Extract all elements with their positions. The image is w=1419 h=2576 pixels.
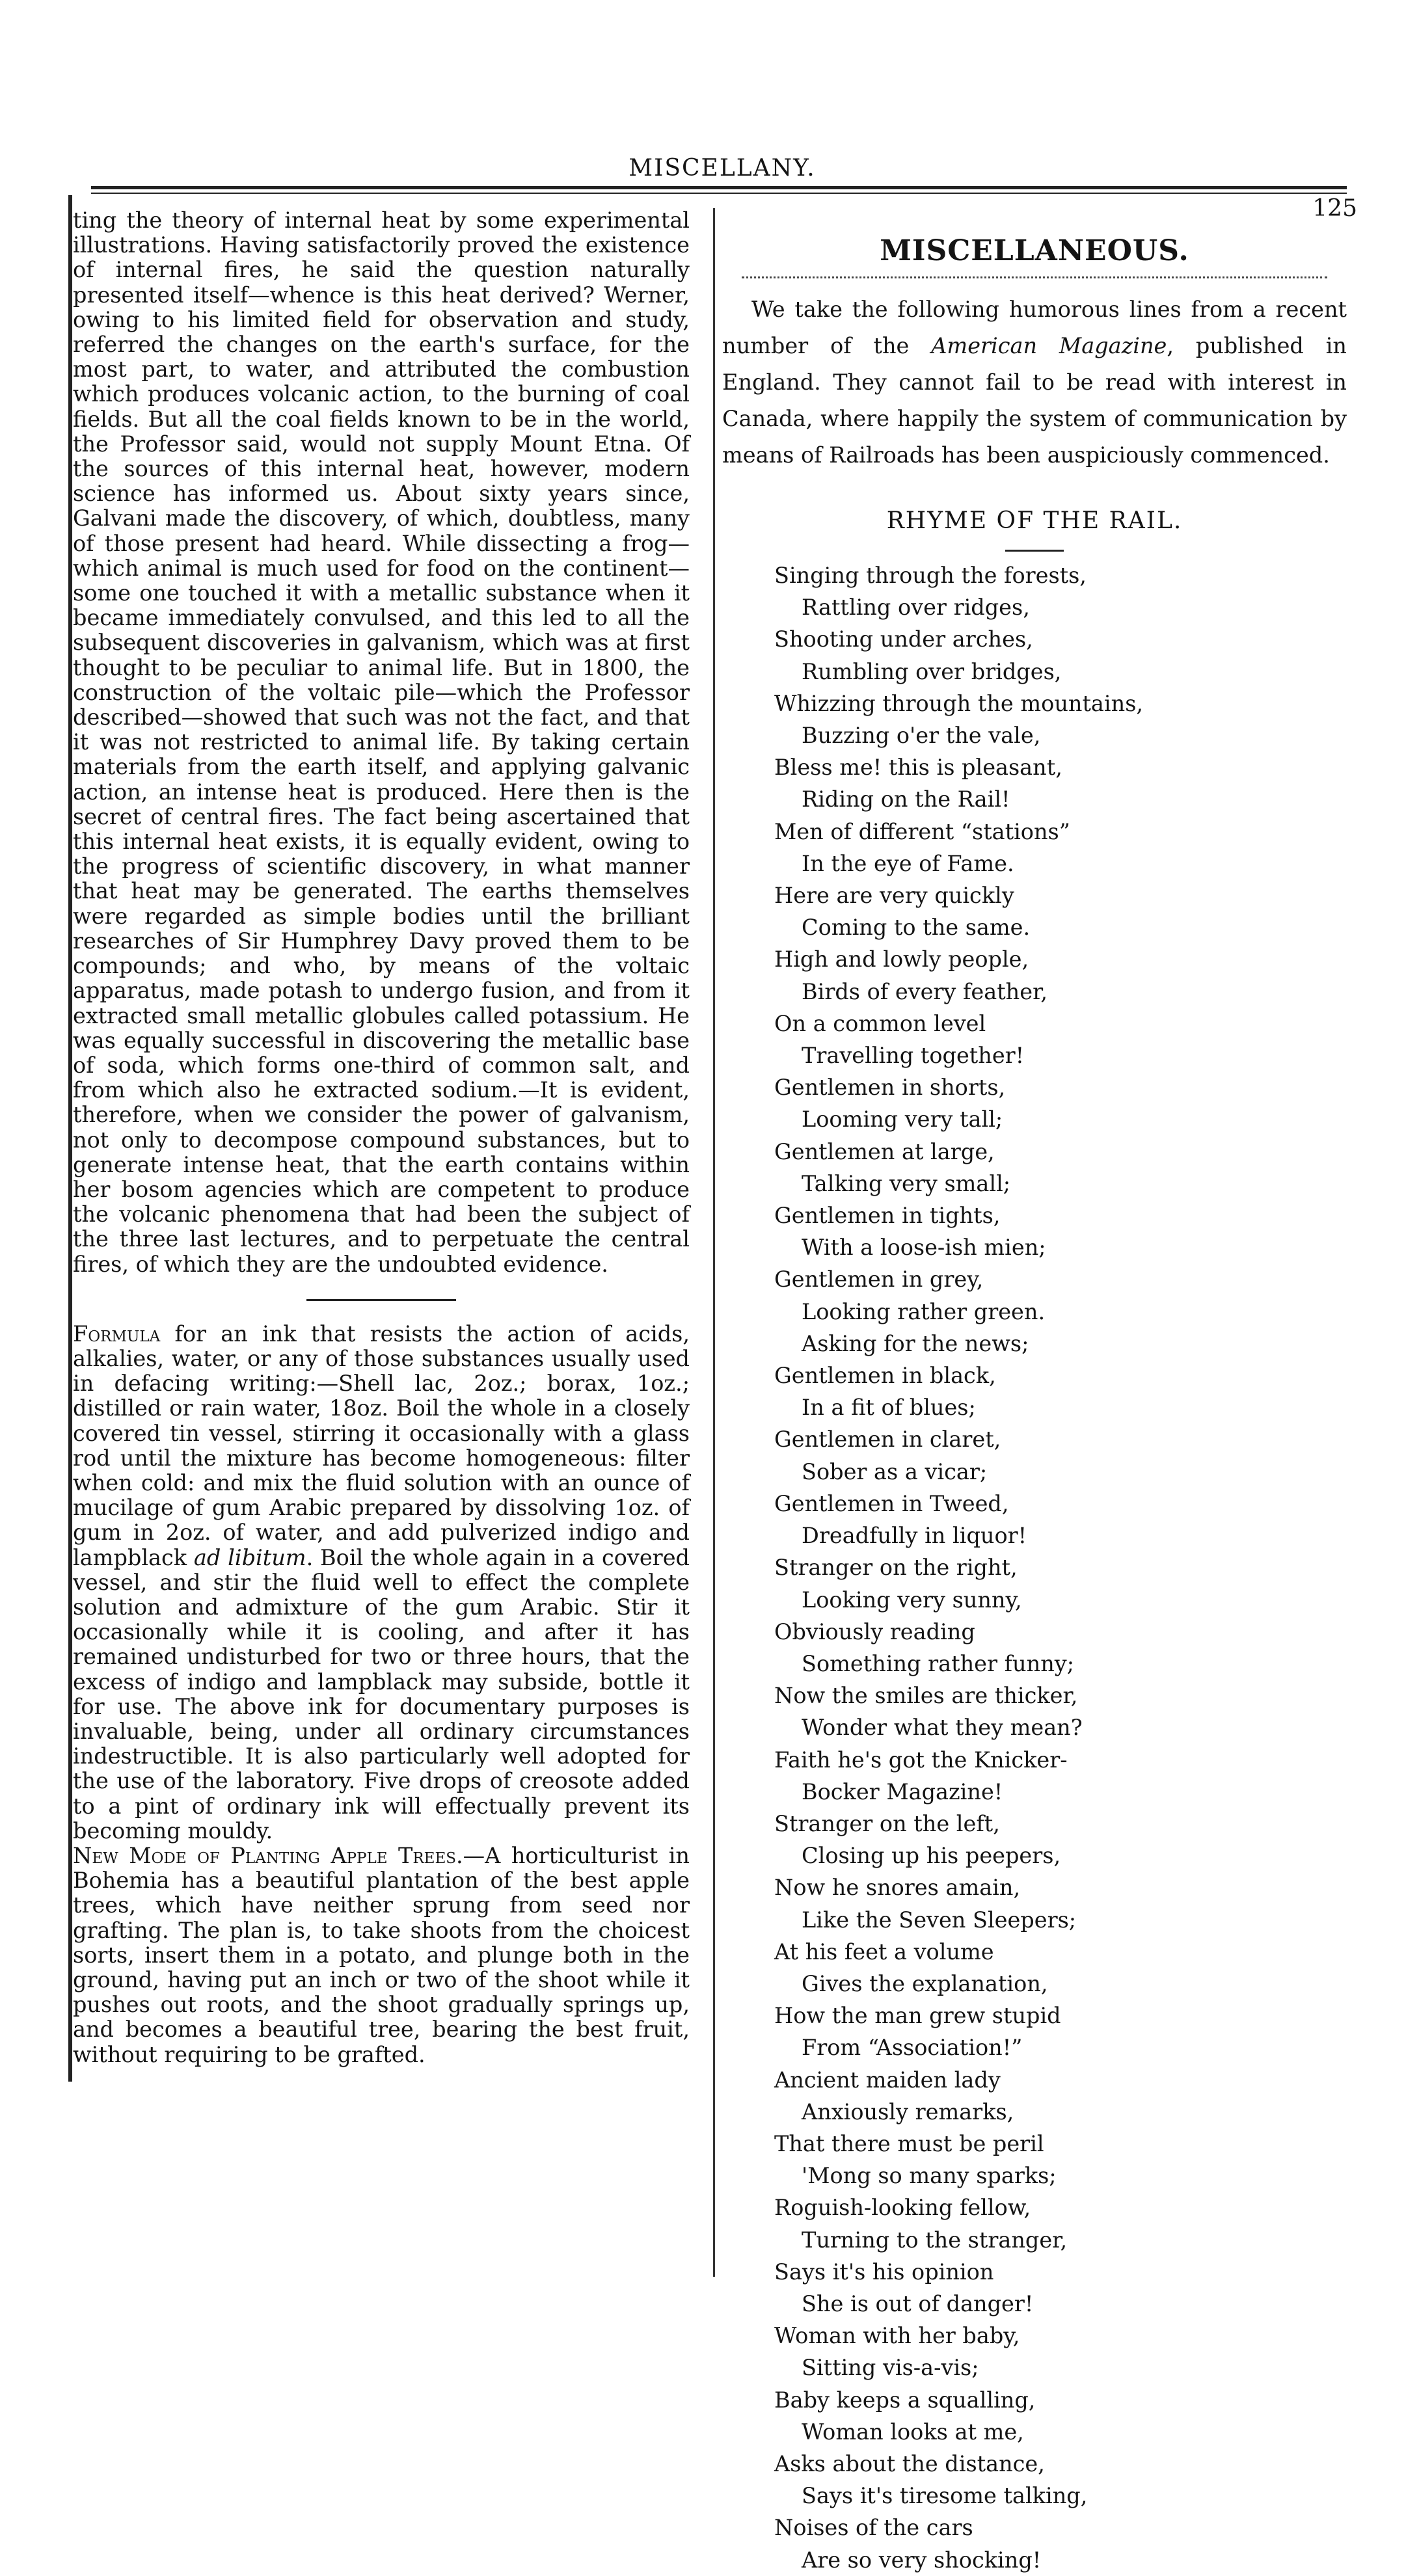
poem-line: Ancient maiden lady xyxy=(774,2067,1001,2093)
intro-text-b: , published in England. They cannot fail to be read with interest in Canada, where happily the system of communication by means of Railroads has been auspiciously commenced. xyxy=(722,333,1347,468)
poem-line: Are so very shocking! xyxy=(802,2547,1042,2573)
poem-line: Like the Seven Sleepers; xyxy=(802,1907,1077,1933)
ink-formula-italic: ad libitum xyxy=(193,1544,306,1570)
poem-line: Something rather funny; xyxy=(802,1650,1074,1676)
poem-line: Now the smiles are thicker, xyxy=(774,1683,1078,1709)
poem-line: Says it's his opinion xyxy=(774,2259,994,2285)
poem-line: Gentlemen in grey, xyxy=(774,1267,984,1293)
poem-line: Bocker Magazine! xyxy=(802,1778,1003,1805)
poem-line: From “Association!” xyxy=(802,2035,1023,2061)
intro-text-a: We take the following humorous lines from a recent number of the xyxy=(722,297,1347,358)
poem-line: Rattling over ridges, xyxy=(802,595,1030,621)
poem-line: With a loose-ish mien; xyxy=(802,1235,1046,1261)
poem-line: Noises of the cars xyxy=(774,2515,973,2541)
poem-line: On a common level xyxy=(774,1010,986,1036)
poem xyxy=(774,559,1347,2576)
galvanism-paragraph: ting the theory of internal heat by some experimental illustrations. Having satisfactorily proved the existence of internal fires, he said the question naturally presented itself—whence is this heat derived? Werner, owing to his limited field for observation and study, referred the changes on the earth's surface, for the most part, to water, and attributed the combustion which produces volcanic action, to the burning of coal fields. But all the coal fields known to be in the world, the Professor said, would not supply Mount Etna. Of the sources of this internal heat, however, modern science has informed us. About sixty years since, Galvani made the discovery, of which, doubtless, many of those present had heard. While dissecting a frog—which animal is much used for food on the continent—some one touched it with a metallic substance when it became immediately convulsed, and this led to all the subsequent discoveries in galvanism, which was at first thought to be peculiar to animal life. But in 1800, the construction of the voltaic pile—which the Professor described—showed that such was not the fact, and that it was not restricted to animal life. By taking certain materials from the earth itself, and applying galvanic action, an intense heat is produced. Here then is the secret of central fires. The fact being ascertained that this internal heat exists, it is equally evident, owing to the progress of scientific discovery, in what manner that heat may be generated. The earths themselves were regarded as simple bodies until the brilliant researches of Sir Humphrey Davy proved them to be compounds; and who, by means of the voltaic apparatus, made potash to undergo fusion, and from it extracted small metallic globules called potassium. He was equally successful in discovering the metallic base of soda, which forms one-third of common salt, and from which also he extracted sodium.—It is evident, therefore, when we consider the power of galvanism, not only to decompose compound substances, but to generate intense heat, that the earth contains within her bosom agencies which are competent to produce the volcanic phenomena that had been the subject of the three last lectures, and to perpetuate the central fires, of which they are the undoubted evidence. xyxy=(73,208,690,1277)
left-margin-rule xyxy=(68,195,72,2082)
poem-line: Riding on the Rail! xyxy=(802,786,1010,812)
running-title: MISCELLANY. xyxy=(628,155,816,181)
poem-line: Asks about the distance, xyxy=(774,2450,1045,2476)
apple-trees-body: —A horticulturist in Bohemia has a beautiful plantation of the best apple trees, which have neither sprung from seed nor grafting. The plan is, to take shoots from the choicest sorts, insert them in a potato, and plunge both in the ground, having put an inch or two of the shoot while it pushes out roots, and the shoot gradually springs up, and becomes a beautiful tree, bearing the best fruit, without requiring to be grafted. xyxy=(73,1843,690,2067)
poem-line: Buzzing o'er the vale, xyxy=(802,723,1041,749)
poem-line: Birds of every feather, xyxy=(802,978,1048,1004)
poem-line: 'Mong so many sparks; xyxy=(802,2163,1057,2189)
poem-title: RHYME OF THE RAIL. xyxy=(886,507,1183,534)
page-number: 125 xyxy=(1312,195,1357,222)
section-title: MISCELLANEOUS. xyxy=(880,234,1189,267)
poem-line: Stranger on the left, xyxy=(774,1810,1000,1836)
poem-line: Turning to the stranger, xyxy=(802,2227,1068,2253)
poem-line: That there must be peril xyxy=(774,2130,1044,2156)
poem-line: In a fit of blues; xyxy=(802,1395,976,1421)
poem-line: Whizzing through the mountains, xyxy=(774,690,1144,716)
poem-line: Bless me! this is pleasant, xyxy=(774,755,1062,781)
poem-line: Looking rather green. xyxy=(802,1298,1046,1324)
poem-line: Rumbling over bridges, xyxy=(802,658,1062,684)
poem-line: Anxiously remarks, xyxy=(802,2099,1014,2125)
intro-paragraph xyxy=(722,291,1347,474)
poem-line: Asking for the news; xyxy=(802,1330,1029,1356)
poem-line: Stranger on the right, xyxy=(774,1555,1018,1581)
poem-line: Roguish-looking fellow, xyxy=(774,2195,1031,2221)
poem-line: Coming to the same. xyxy=(802,915,1031,941)
left-column xyxy=(73,208,690,2067)
section-title-rule xyxy=(742,276,1327,278)
poem-line: Woman with her baby, xyxy=(774,2323,1020,2349)
poem-line: Sober as a vicar; xyxy=(802,1458,988,1484)
poem-line: Dreadfully in liquor! xyxy=(802,1523,1027,1549)
poem-line: Looking very sunny, xyxy=(802,1587,1022,1613)
header-rule xyxy=(91,186,1347,189)
poem-line: Faith he's got the Knicker- xyxy=(774,1747,1068,1773)
poem-line: Obviously reading xyxy=(774,1618,975,1644)
ink-formula-body: for an ink that resists the action of acids, alkalies, water, or any of those substances usually used in defacing writing:—Shell lac, 2oz.; borax, 1oz.; distilled or rain water, 18oz. Boil the whole in a closely covered tin vessel, stirring it occasionally with a glass rod until the mixture has become homogeneous: filter when cold: and mix the fluid solution with an ounce of mucilage of gum Arabic prepared by dissolving 1oz. of gum in 2oz. of water, and add pulverized indigo and lampblack xyxy=(73,1321,690,1570)
poem-line: High and lowly people, xyxy=(774,946,1029,973)
ink-formula-tail: . Boil the whole again in a covered vessel, and stir the fluid well to effect the complete solution and admixture of the gum Arabic. Stir it occasionally while it is cooling, and after it has remained undisturbed for two or three hours, that the excess of indigo and lampblack may subside, bottle it for use. The above ink for documentary purposes is invaluable, being, under all ordinary circumstances indestructible. It is also particularly well adopted for the use of the laboratory. Five drops of creosote added to a pint of ordinary ink will effectually prevent its becoming mouldy. xyxy=(73,1544,690,1844)
poem-line: She is out of danger! xyxy=(802,2290,1034,2316)
poem-line: Singing through the forests, xyxy=(774,563,1087,588)
poem-line: Baby keeps a squalling, xyxy=(774,2387,1036,2413)
poem-line: Now he snores amain, xyxy=(774,1875,1021,1901)
poem-line: Gentlemen in claret, xyxy=(774,1427,1001,1453)
poem-line: Gentlemen in Tweed, xyxy=(774,1490,1009,1516)
poem-line: Gentlemen at large, xyxy=(774,1138,995,1164)
poem-line: In the eye of Fame. xyxy=(802,850,1014,876)
ink-formula-paragraph xyxy=(73,1322,690,1844)
poem-line: Wonder what they mean? xyxy=(802,1715,1083,1741)
poem-line: Gives the explanation, xyxy=(802,1970,1048,1996)
apple-trees-paragraph xyxy=(73,1844,690,2067)
poem-line: Closing up his peepers, xyxy=(802,1843,1061,1869)
ink-formula-lead: Formula xyxy=(73,1321,161,1347)
poem-line: Gentlemen in black, xyxy=(774,1363,996,1389)
poem-line: Talking very small; xyxy=(802,1170,1011,1196)
column-divider xyxy=(713,208,715,2277)
poem-line: Gentlemen in shorts, xyxy=(774,1075,1006,1101)
apple-trees-lead: New Mode of Planting Apple Trees. xyxy=(73,1843,463,1868)
poem-line: Says it's tiresome talking, xyxy=(802,2483,1088,2509)
poem-line: Shooting under arches, xyxy=(774,626,1033,652)
intro-italic: American Magazine xyxy=(931,333,1167,358)
poem-line: Sitting vis-a-vis; xyxy=(802,2355,979,2381)
poem-line: Gentlemen in tights, xyxy=(774,1203,1001,1229)
poem-line: Here are very quickly xyxy=(774,883,1014,909)
poem-line: Men of different “stations” xyxy=(774,818,1070,844)
poem-line: At his feet a volume xyxy=(774,1939,994,1965)
poem-line: How the man grew stupid xyxy=(774,2003,1061,2029)
article-divider xyxy=(306,1299,456,1301)
poem-line: Travelling together! xyxy=(802,1043,1025,1069)
poem-line: Woman looks at me, xyxy=(802,2419,1024,2445)
right-column xyxy=(722,234,1347,2576)
header-rule-thin xyxy=(91,193,1347,194)
poem-title-rule xyxy=(1005,550,1064,552)
poem-line: Looming very tall; xyxy=(802,1107,1003,1133)
